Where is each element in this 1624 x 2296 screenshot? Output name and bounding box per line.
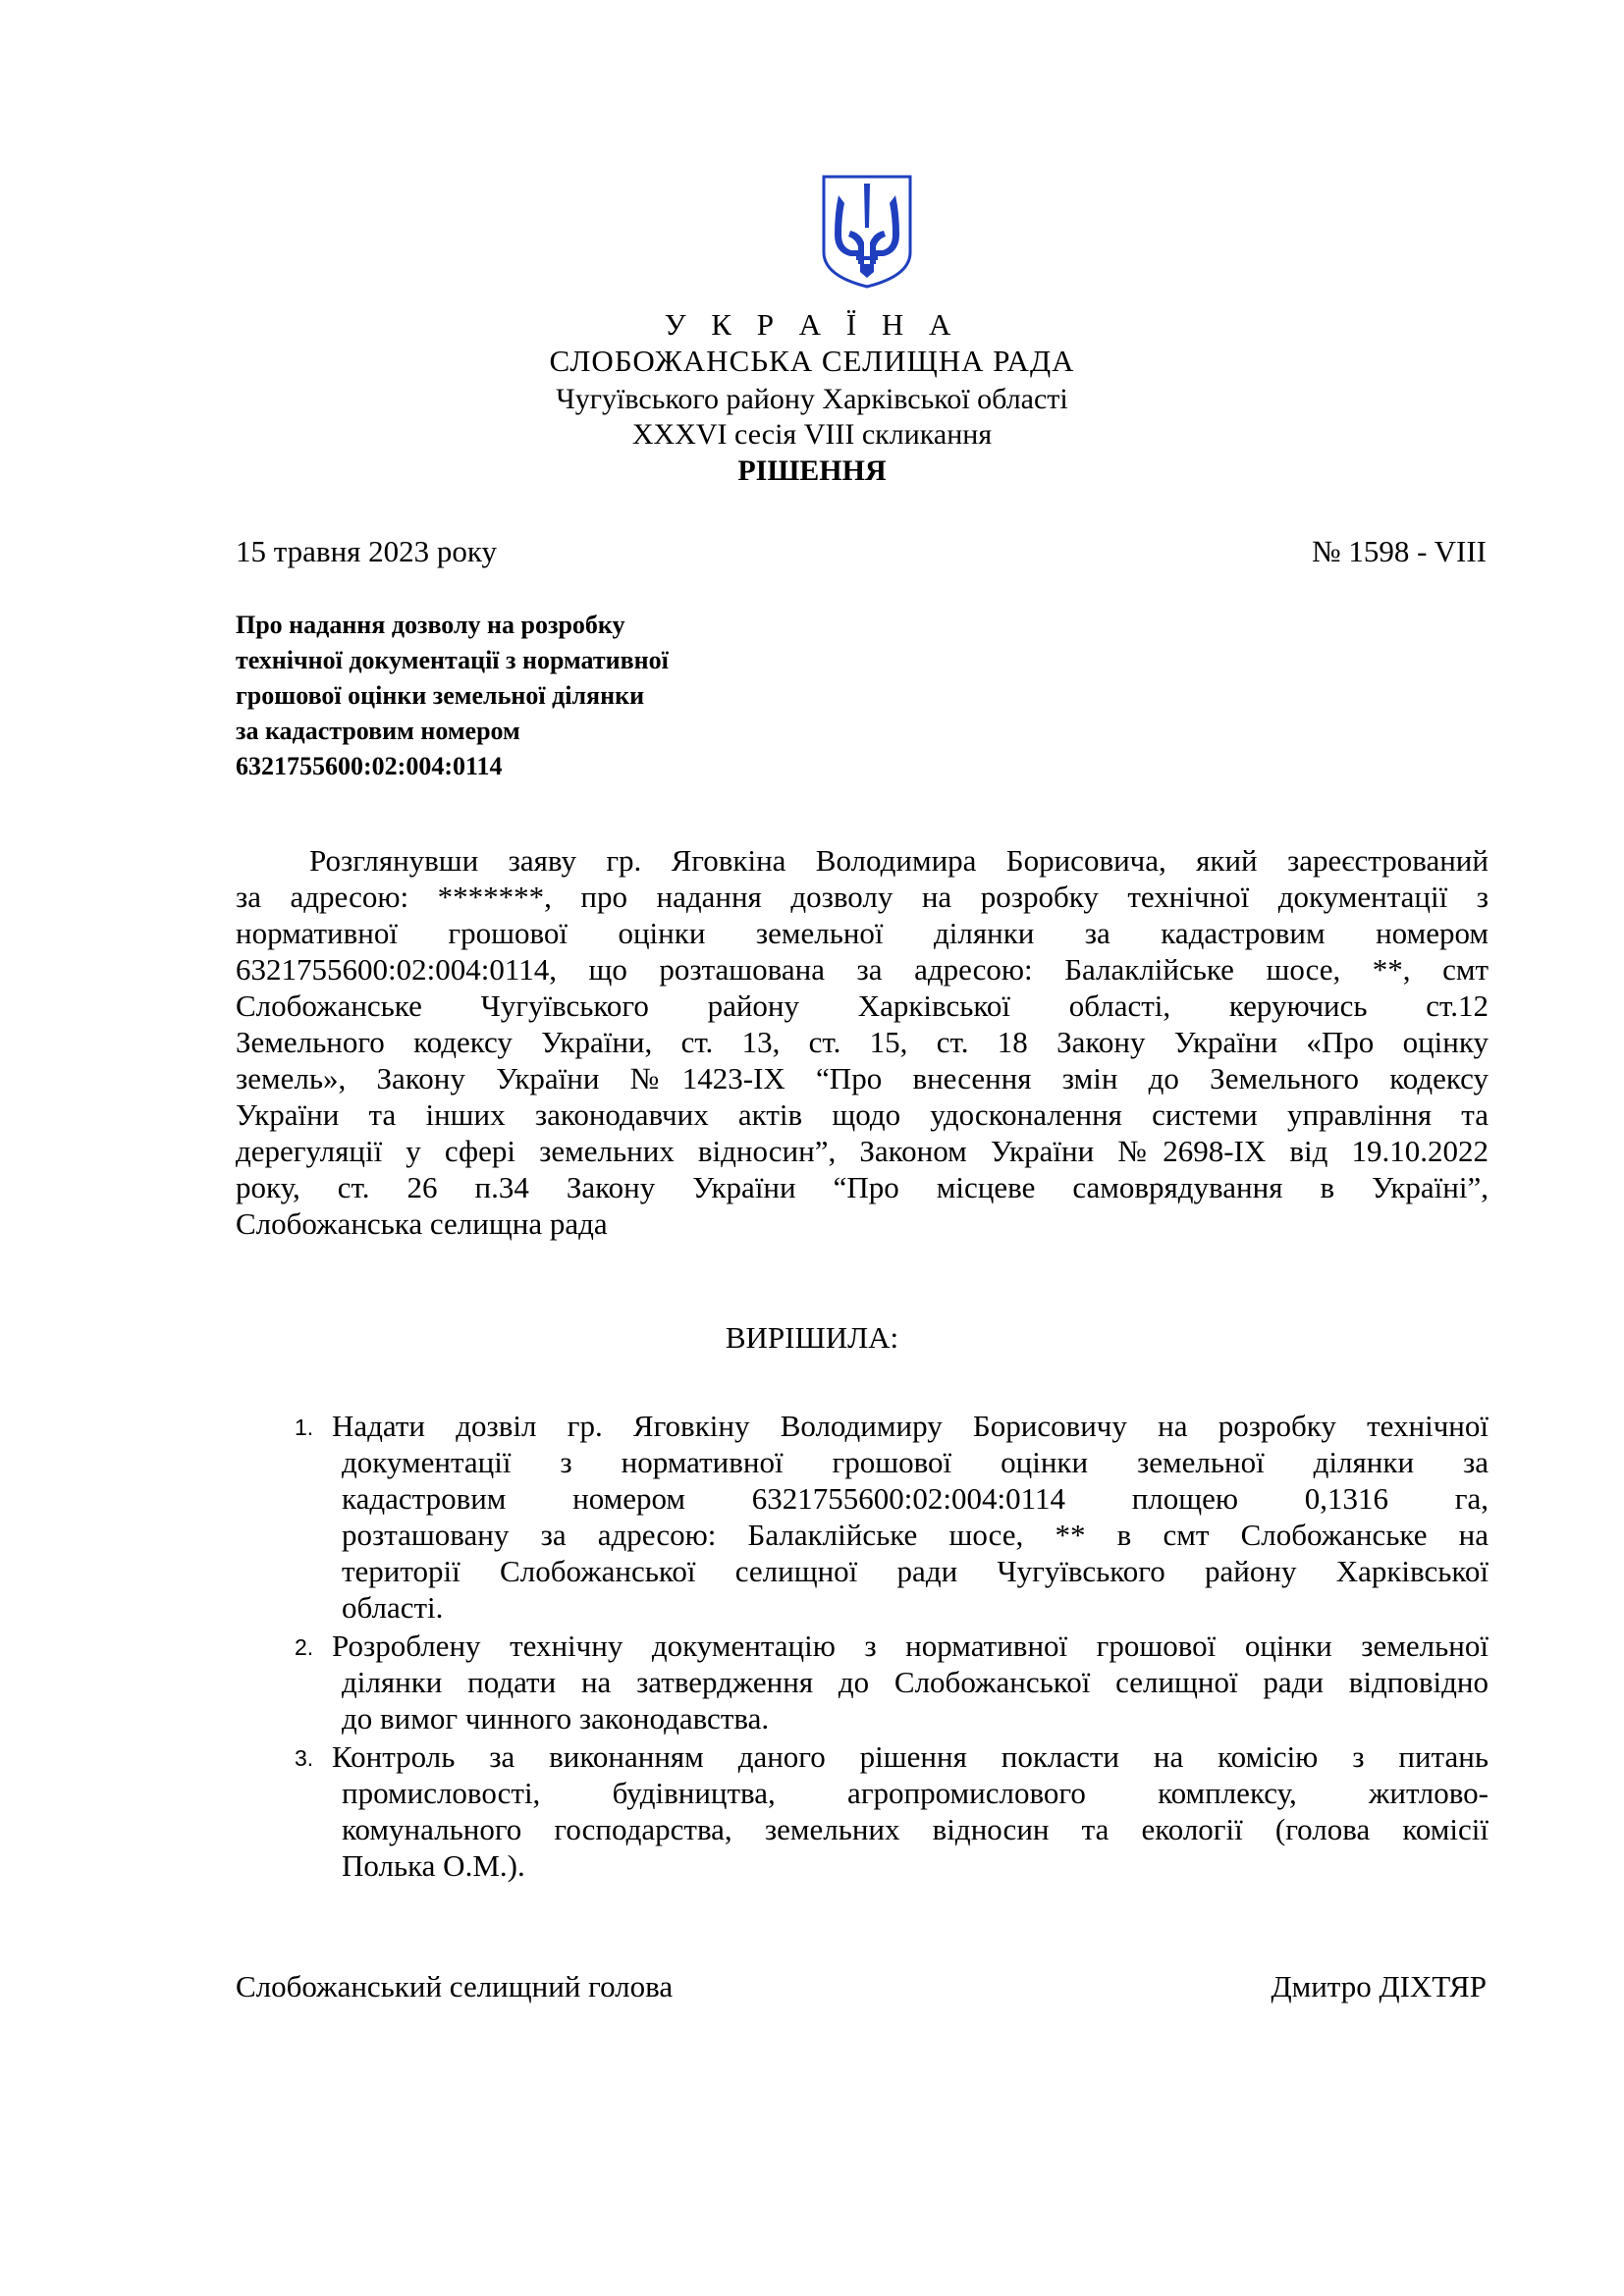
subject-line: 6321755600:02:004:0114 — [236, 752, 503, 780]
item-line: до вимог чинного законодавства. — [342, 1701, 770, 1735]
resolved-heading: ВИРІШИЛА: — [725, 1320, 899, 1355]
preamble-line: Слобожанське Чугуївського району Харківської області, керуючись ст.12 — [236, 988, 1489, 1023]
preamble-line: нормативної грошової оцінки земельної ділянки за кадастровим номером — [236, 916, 1489, 950]
subject-line: технічної документації з нормативної — [236, 646, 669, 674]
country-title: У К Р А Ї Н А — [664, 307, 960, 342]
item-line: Надати дозвіл гр. Яговкіну Володимиру Борисовичу на розробку технічної — [332, 1409, 1489, 1443]
session-line: XXXVI сесія VIII скликання — [631, 418, 993, 451]
decision-date: 15 травня 2023 року — [236, 534, 498, 568]
item-line: Контроль за виконанням даного рішення покласти на комісію з питань — [332, 1739, 1489, 1774]
item-line: промисловості, будівництва, агропромислового комплексу, житлово- — [342, 1776, 1489, 1810]
preamble-line: 6321755600:02:004:0114, що розташована за адресою: Балаклійське шосе, **, смт — [236, 952, 1489, 987]
preamble-line: Слобожанська селищна рада — [236, 1206, 608, 1241]
item-line: ділянки подати на затвердження до Слобожанської селищної ради відповідно — [342, 1665, 1489, 1699]
decision-item — [293, 1628, 1489, 1736]
district-line: Чугуївського району Харківської області — [556, 383, 1068, 415]
item-line: області. — [342, 1590, 444, 1625]
tryzub-icon — [821, 174, 913, 290]
preamble-line: земель», Закону України №1423-IX “Про внесення змін до Земельного кодексу — [236, 1061, 1489, 1095]
item-number: 2. — [295, 1634, 314, 1660]
preamble-line: України та інших законодавчих актів щодо удосконалення системи управління та — [236, 1097, 1489, 1132]
signatory-name: Дмитро ДІХТЯР — [1271, 1969, 1487, 2003]
decision-items — [293, 1408, 1489, 1886]
preamble-line: за адресою: *******, про надання дозволу на розробку технічної документації з — [236, 880, 1489, 914]
item-line: території Слобожанської селищної ради Чугуївського району Харківської — [342, 1554, 1489, 1588]
decision-number: № 1598 - VIII — [1312, 534, 1487, 568]
subject-line: Про надання дозволу на розробку — [236, 611, 625, 639]
subject-line: за кадастровим номером — [236, 717, 520, 745]
council-title: СЛОБОЖАНСЬКА СЕЛИЩНА РАДА — [549, 344, 1075, 378]
subject-line: грошової оцінки земельної ділянки — [236, 681, 645, 710]
decision-item — [293, 1738, 1489, 1884]
preamble-line: Земельного кодексу України, ст. 13, ст. 15, ст. 18 Закону України «Про оцінку — [236, 1025, 1489, 1059]
item-line: кадастровим номером 6321755600:02:004:0114 площею 0,1316 га, — [342, 1481, 1489, 1516]
decision-item — [293, 1408, 1489, 1626]
preamble-line: Розглянувши заяву гр. Яговкіна Володимира Борисовича, який зареєстрований — [309, 843, 1489, 878]
item-line: комунального господарства, земельних відносин та екології (голова комісії — [342, 1812, 1489, 1846]
item-line: Полька О.М.). — [342, 1848, 525, 1883]
item-line: Розроблену технічну документацію з нормативної грошової оцінки земельної — [332, 1629, 1489, 1663]
item-line: документації з нормативної грошової оцінки земельної ділянки за — [342, 1445, 1489, 1479]
signatory-position: Слобожанський селищний голова — [236, 1969, 674, 2003]
item-number: 1. — [295, 1415, 314, 1440]
preamble-paragraph — [236, 842, 1489, 1242]
decision-subject — [236, 608, 669, 784]
item-number: 3. — [295, 1745, 314, 1771]
preamble-line: дерегуляції у сфері земельних відносин”, Законом України №2698-IX від 19.10.2022 — [236, 1134, 1489, 1168]
preamble-line: року, ст. 26 п.34 Закону України “Про місцеве самоврядування в Україні”, — [236, 1170, 1489, 1204]
item-line: розташовану за адресою: Балаклійське шосе, ** в смт Слобожанське на — [342, 1518, 1489, 1552]
document-type: РІШЕННЯ — [737, 454, 887, 487]
